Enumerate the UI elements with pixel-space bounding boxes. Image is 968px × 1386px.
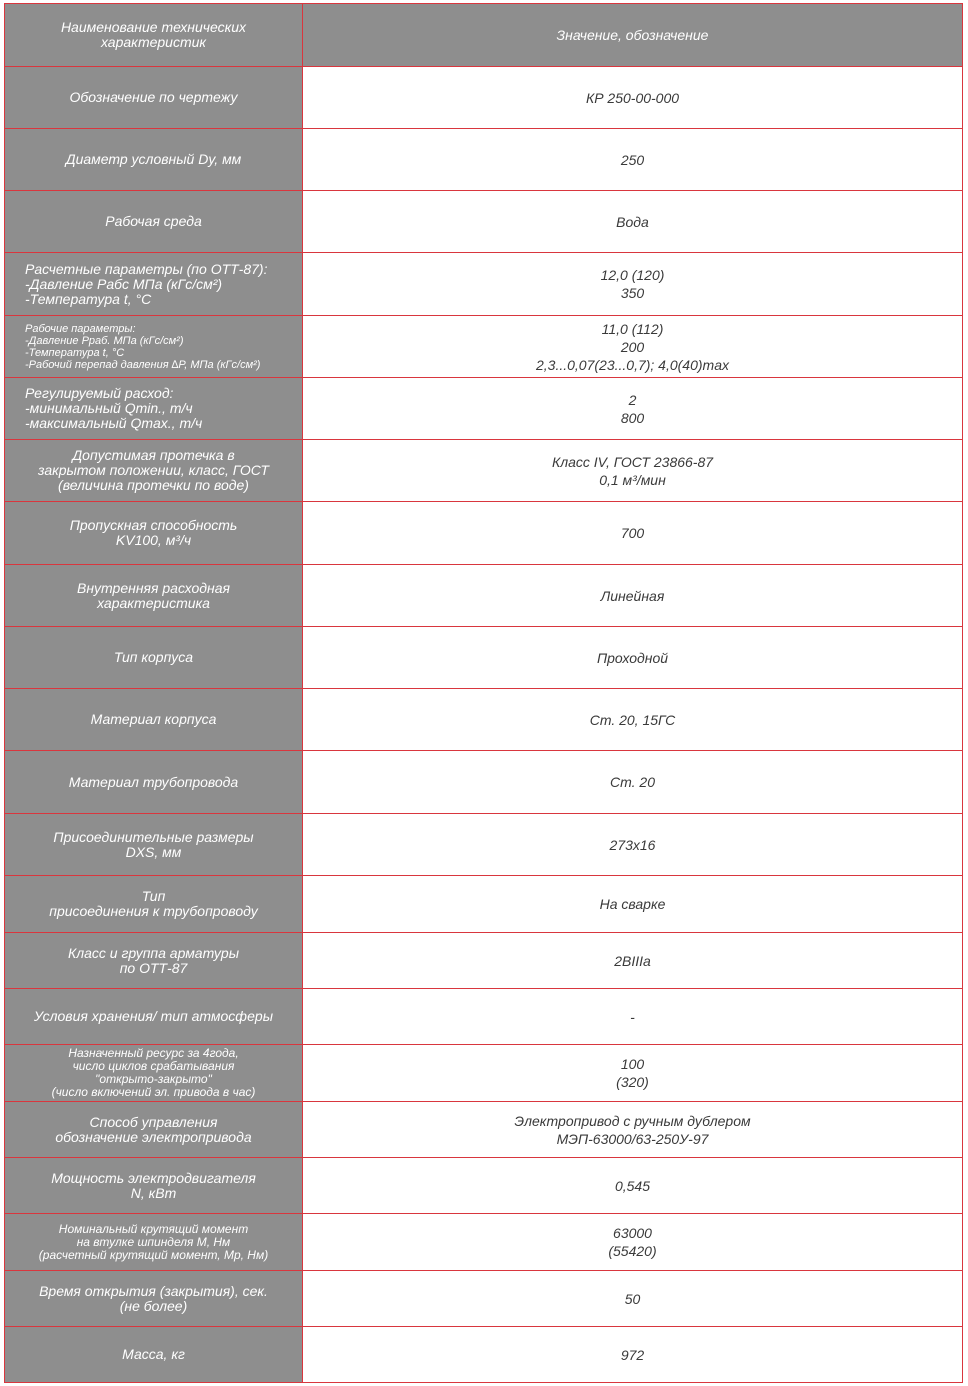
row-label: Условия хранения/ тип атмосферы xyxy=(5,989,303,1045)
row-label: Пропускная способность KV100, м³/ч xyxy=(5,502,303,565)
table-row xyxy=(5,1102,963,1158)
table-row xyxy=(5,933,963,989)
row-value: КР 250-00-000 xyxy=(303,67,963,129)
row-label: Диаметр условный Dy, мм xyxy=(5,129,303,191)
row-label: Номинальный крутящий момент на втулке шпинделя М, Нм (расчетный крутящий момент, Мр, Нм) xyxy=(5,1214,303,1271)
table-header-row xyxy=(5,4,963,67)
table-row xyxy=(5,378,963,440)
table-row xyxy=(5,751,963,814)
table-row xyxy=(5,253,963,316)
row-value: Ст. 20, 15ГС xyxy=(303,689,963,751)
row-label: Материал корпуса xyxy=(5,689,303,751)
row-value: На сварке xyxy=(303,876,963,933)
row-value: 972 xyxy=(303,1327,963,1383)
row-label: Назначенный ресурс за 4года, число циклов срабатывания "открыто-закрыто" (число включений эл. привода в час) xyxy=(5,1045,303,1102)
row-value: 250 xyxy=(303,129,963,191)
table-row xyxy=(5,989,963,1045)
row-value: 50 xyxy=(303,1271,963,1327)
row-label: Класс и группа арматуры по ОТТ-87 xyxy=(5,933,303,989)
table-row xyxy=(5,191,963,253)
table-row xyxy=(5,1327,963,1383)
row-label: Регулируемый расход: -минимальный Qmin., т/ч -максимальный Qmax., т/ч xyxy=(5,378,303,440)
table-row xyxy=(5,440,963,502)
row-label: Материал трубопровода xyxy=(5,751,303,814)
row-value: 2ВIIIа xyxy=(303,933,963,989)
row-label: Рабочая среда xyxy=(5,191,303,253)
table-row xyxy=(5,1271,963,1327)
table-row xyxy=(5,1045,963,1102)
row-label: Рабочие параметры: -Давление Pраб. МПа (кГс/см²) -Температура t, °C -Рабочий перепад давления ∆P, МПа (кГс/см²) xyxy=(5,316,303,378)
table-row xyxy=(5,316,963,378)
row-value: 100 (320) xyxy=(303,1045,963,1102)
row-label: Тип присоединения к трубопроводу xyxy=(5,876,303,933)
table-row xyxy=(5,129,963,191)
row-label: Масса, кг xyxy=(5,1327,303,1383)
row-value: 11,0 (112) 200 2,3...0,07(23...0,7); 4,0(40)max xyxy=(303,316,963,378)
row-value: Электропривод с ручным дублером МЭП-63000/63-250У-97 xyxy=(303,1102,963,1158)
row-label: Время открытия (закрытия), сек. (не более) xyxy=(5,1271,303,1327)
table-row xyxy=(5,1214,963,1271)
row-value: 2 800 xyxy=(303,378,963,440)
row-label: Присоединительные размеры DXS, мм xyxy=(5,814,303,876)
row-value: 700 xyxy=(303,502,963,565)
row-label: Допустимая протечка в закрытом положении, класс, ГОСТ (величина протечки по воде) xyxy=(5,440,303,502)
header-value: Значение, обозначение xyxy=(303,4,963,67)
table-row xyxy=(5,1158,963,1214)
specifications-table xyxy=(4,3,963,1383)
header-characteristic-name: Наименование технических характеристик xyxy=(5,4,303,67)
row-value: Линейная xyxy=(303,565,963,627)
table-row xyxy=(5,689,963,751)
row-value: 273x16 xyxy=(303,814,963,876)
row-label: Способ управления обозначение электропривода xyxy=(5,1102,303,1158)
table-row xyxy=(5,502,963,565)
table-row xyxy=(5,876,963,933)
row-value: Проходной xyxy=(303,627,963,689)
row-label: Мощность электродвигателя N, кВт xyxy=(5,1158,303,1214)
row-value: Вода xyxy=(303,191,963,253)
table-row xyxy=(5,814,963,876)
row-label: Обозначение по чертежу xyxy=(5,67,303,129)
row-label: Внутренняя расходная характеристика xyxy=(5,565,303,627)
row-value: - xyxy=(303,989,963,1045)
row-label: Тип корпуса xyxy=(5,627,303,689)
row-label: Расчетные параметры (по ОТТ-87): -Давление Pабс МПа (кГс/см²) -Температура t, °C xyxy=(5,253,303,316)
row-value: 0,545 xyxy=(303,1158,963,1214)
row-value: Класс IV, ГОСТ 23866-87 0,1 м³/мин xyxy=(303,440,963,502)
table-row xyxy=(5,565,963,627)
row-value: 12,0 (120) 350 xyxy=(303,253,963,316)
table-row xyxy=(5,627,963,689)
row-value: Ст. 20 xyxy=(303,751,963,814)
table-row xyxy=(5,67,963,129)
row-value: 63000 (55420) xyxy=(303,1214,963,1271)
